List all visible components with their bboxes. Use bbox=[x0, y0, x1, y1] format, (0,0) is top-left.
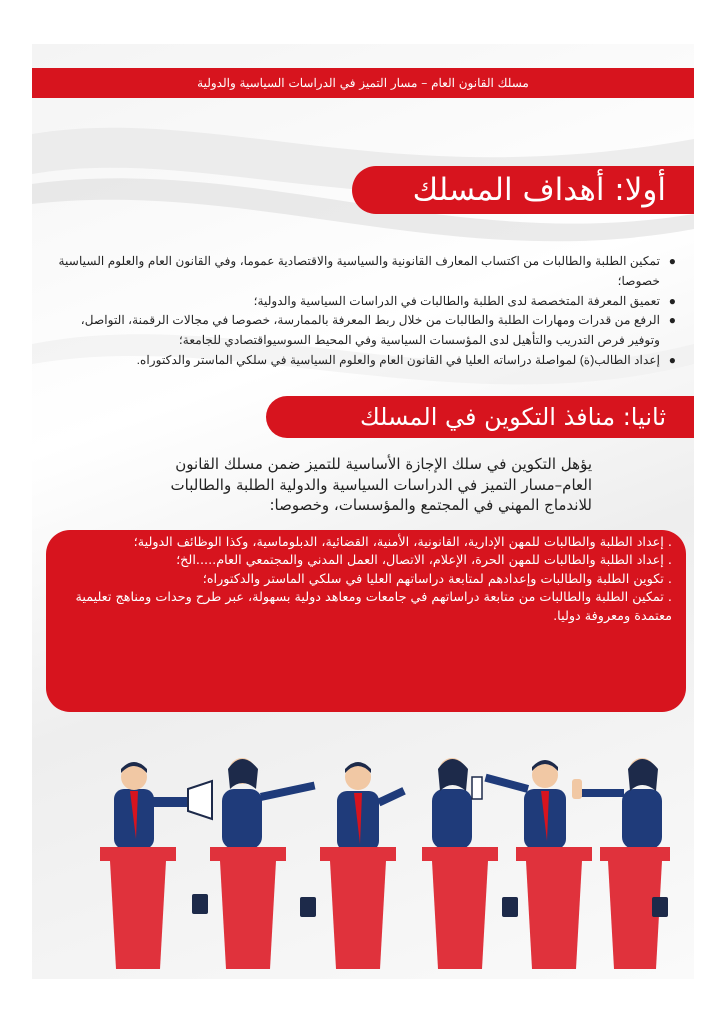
outlets-intro: يؤهل التكوين في سلك الإجازة الأساسية للتميز ضمن مسلك القانون العام–مسار التميز في الدراسات السياسية والدولية الطلبة والطالبات للاندماج المهني في المجتمع والمؤسسات، وخصوصا: bbox=[170, 455, 592, 515]
section-goals-title: أولا: أهداف المسلك bbox=[352, 166, 694, 214]
section-outlets-title: ثانيا: منافذ التكوين في المسلك bbox=[266, 396, 694, 438]
goals-list bbox=[50, 252, 680, 371]
speaker-figure bbox=[484, 760, 566, 849]
document-page bbox=[32, 44, 694, 979]
speaker-figure bbox=[337, 762, 406, 851]
list-item: . تمكين الطلبة والطالبات من متابعة دراساتهم في جامعات ومعاهد دولية بسهولة، عبر طرح وحدات ومناهج تعليمية معتمدة ومعروفة دوليا. bbox=[75, 590, 672, 624]
list-item: ● الرفع من قدرات ومهارات الطلبة والطالبات من خلال ربط المعرفة بالممارسة، خصوصا في مجالات الرقمنة، التواصل، وتوفير فرص التدريب والتأهيل لدى المؤسسات السياسية وفي المحيط السوسيواقتصادي للجامعة؛ bbox=[80, 313, 676, 348]
list-item: . إعداد الطلبة والطالبات للمهن الإدارية، القانونية، الأمنية، القضائية، الدبلوماسية، وكذا الوظائف الدولية؛ bbox=[133, 535, 672, 550]
bullet-icon: ● bbox=[668, 254, 676, 268]
bullet-icon: ● bbox=[668, 313, 676, 328]
speaker-figure bbox=[114, 762, 212, 849]
speaker-figure bbox=[572, 758, 662, 849]
list-item: ● إعداد الطالب(ة) لمواصلة دراساته العليا في القانون العام والعلوم السياسية في سلكي الماستر والدكتوراه. bbox=[50, 351, 680, 371]
header-banner bbox=[32, 68, 694, 98]
podiums bbox=[100, 847, 670, 969]
list-item: . إعداد الطلبة والطالبات للمهن الحرة، الإعلام، الاتصال، العمل المدني والمجتمعي العام.....الخ؛ bbox=[176, 553, 672, 569]
debate-podiums-illustration bbox=[92, 719, 672, 974]
bullet-icon: ● bbox=[668, 293, 676, 308]
outlets-list bbox=[62, 534, 672, 626]
list-item: ● تمكين الطلبة والطالبات من اكتساب المعارف القانونية والسياسية والاقتصادية عموما، وفي القانون العام والعلوم السياسية خصوصا؛ bbox=[58, 254, 676, 288]
list-item: . تكوين الطلبة والطالبات وإعدادهم لمتابعة دراساتهم العليا في سلكي الماستر والدكتوراه؛ bbox=[202, 571, 672, 587]
speaker-figure bbox=[432, 758, 482, 849]
header-banner-text: مسلك القانون العام – مسار التميز في الدراسات السياسية والدولية bbox=[197, 76, 529, 90]
speaker-figure bbox=[222, 758, 315, 849]
list-item: ● تعميق المعرفة المتخصصة لدى الطلبة والطالبات في الدراسات السياسية والدولية؛ bbox=[50, 292, 680, 312]
bullet-icon: ● bbox=[668, 352, 676, 367]
